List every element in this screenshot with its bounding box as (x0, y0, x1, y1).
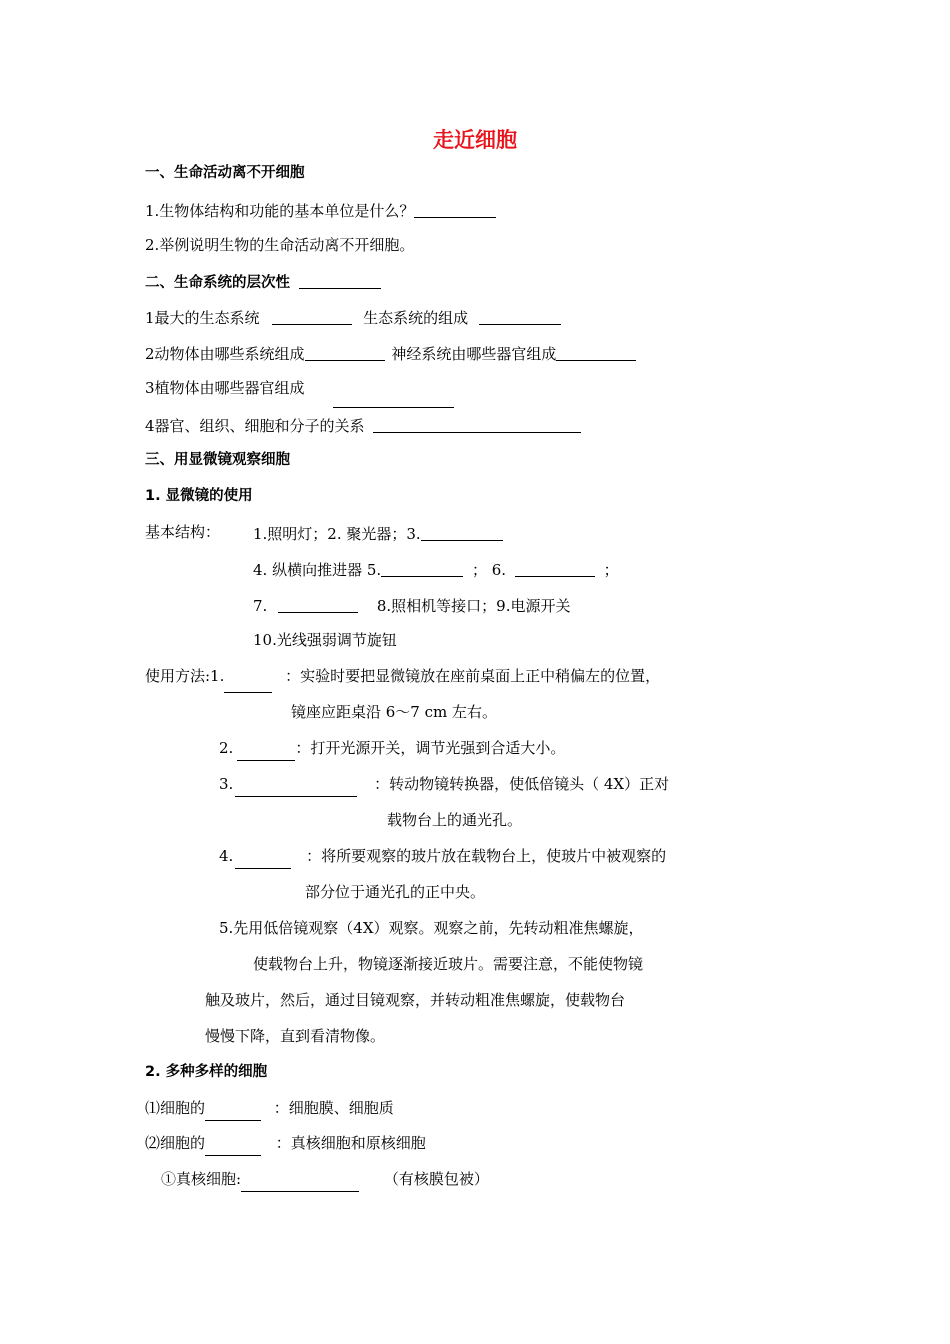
cell-question-2 (145, 1133, 426, 1156)
usage-text: ：转动物镜转换器，使低倍镜头（ 4X）正对 (374, 775, 670, 793)
structure-text: 7. (253, 597, 268, 615)
answer-blank[interactable] (556, 342, 636, 361)
answer-blank[interactable] (414, 199, 496, 218)
question-2-4 (145, 414, 581, 436)
usage-step-2 (219, 738, 565, 761)
usage-step-5-cont-3: 慢慢下降，直到看清物像。 (205, 1027, 386, 1045)
question-text: 1.生物体结构和功能的基本单位是什么？ (145, 202, 415, 220)
question-2-3-blank-row (333, 389, 454, 411)
section-2-heading: 二、生命系统的层次性 (145, 275, 290, 291)
question-text: ①真核细胞: (161, 1170, 242, 1188)
question-text: 生态系统的组成 (363, 309, 469, 327)
question-2-1 (145, 306, 561, 328)
question-text: （有核膜包被） (383, 1170, 489, 1188)
structure-row-4: 10.光线强弱调节旋钮 (253, 631, 397, 649)
answer-blank[interactable] (515, 558, 595, 577)
section-3-heading: 三、用显微镜观察细胞 (145, 452, 290, 468)
question-text: 3植物体由哪些器官组成 (145, 379, 305, 397)
subsection-microscope-use: 1. 显微镜的使用 (145, 488, 253, 504)
question-text: 神经系统由哪些器官组成 (391, 345, 557, 363)
answer-blank[interactable] (381, 558, 463, 577)
question-2-2 (145, 342, 636, 364)
usage-step-3-cont: 载物台上的通光孔。 (387, 811, 523, 829)
answer-blank[interactable] (305, 342, 385, 361)
answer-blank[interactable] (479, 306, 561, 325)
question-1-1 (145, 199, 496, 221)
answer-blank[interactable] (205, 1102, 261, 1121)
usage-step-5-cont-1: 使载物台上升，物镜逐渐接近玻片。需要注意，不能使物镜 (253, 955, 644, 973)
question-text: ⑴细胞的 (145, 1099, 206, 1117)
answer-blank[interactable] (421, 522, 503, 541)
usage-step-5: 5.先用低倍镜观察（4X）观察。观察之前，先转动粗准焦螺旋， (219, 919, 644, 937)
answer-blank[interactable] (373, 414, 581, 433)
question-2-3 (145, 378, 305, 398)
usage-text: ：打开光源开关，调节光强到合适大小。 (295, 739, 566, 757)
answer-blank[interactable] (299, 270, 381, 289)
answer-blank[interactable] (333, 389, 454, 408)
question-1-2: 2.举例说明生物的生命活动离不开细胞。 (145, 236, 415, 254)
question-text: ：真核细胞和原核细胞 (275, 1134, 426, 1152)
cell-question-1 (145, 1098, 394, 1121)
structure-text: 4. 纵横向推进器 5. (253, 561, 382, 579)
usage-step-4-cont: 部分位于通光孔的正中央。 (305, 883, 486, 901)
section-1-heading: 一、生命活动离不开细胞 (145, 165, 305, 181)
usage-text: ：将所要观察的玻片放在载物台上，使玻片中被观察的 (306, 847, 667, 865)
usage-step-4 (219, 846, 666, 869)
answer-blank[interactable] (235, 850, 291, 869)
answer-blank[interactable] (205, 1137, 261, 1156)
structure-text: 8.照相机等接口；9.电源开关 (376, 597, 571, 615)
usage-step-5-cont-2: 触及玻片，然后，通过目镜观察，并转动粗准焦螺旋，使载物台 (205, 991, 626, 1009)
usage-step-3 (219, 774, 669, 797)
answer-blank[interactable] (278, 594, 358, 613)
step-number: 3. (219, 775, 234, 793)
structure-row-2 (253, 558, 619, 580)
structure-row-1 (253, 522, 503, 544)
page-title: 走近细胞 (433, 128, 517, 152)
answer-blank[interactable] (272, 306, 352, 325)
structure-label: 基本结构： (145, 523, 221, 541)
question-text: 2动物体由哪些系统组成 (145, 345, 305, 363)
structure-row-3 (253, 594, 571, 616)
subsection-diverse-cells: 2. 多种多样的细胞 (145, 1064, 268, 1080)
section-2-heading-row (145, 270, 381, 293)
question-text: 4器官、组织、细胞和分子的关系 (145, 417, 365, 435)
structure-text: 1.照明灯；2. 聚光器；3. (253, 525, 421, 543)
structure-text: ； 6. (471, 561, 507, 579)
question-text: ：细胞膜、细胞质 (273, 1099, 394, 1117)
question-text: ⑵细胞的 (145, 1134, 206, 1152)
usage-step-1-cont: 镜座应距桌沿 6～7 cm 左右。 (291, 703, 498, 721)
step-number: 4. (219, 847, 234, 865)
answer-blank[interactable] (224, 674, 272, 693)
step-number: 2. (219, 739, 234, 757)
usage-label: 使用方法:1. (145, 667, 225, 685)
usage-text: ：实验时要把显微镜放在座前桌面上正中稍偏左的位置， (285, 667, 661, 685)
answer-blank[interactable] (235, 778, 357, 797)
structure-text: ； (603, 561, 619, 579)
answer-blank[interactable] (237, 742, 295, 761)
question-text: 1最大的生态系统 (145, 309, 260, 327)
cell-question-3 (161, 1169, 489, 1192)
answer-blank[interactable] (241, 1173, 359, 1192)
usage-step-1 (145, 666, 660, 693)
